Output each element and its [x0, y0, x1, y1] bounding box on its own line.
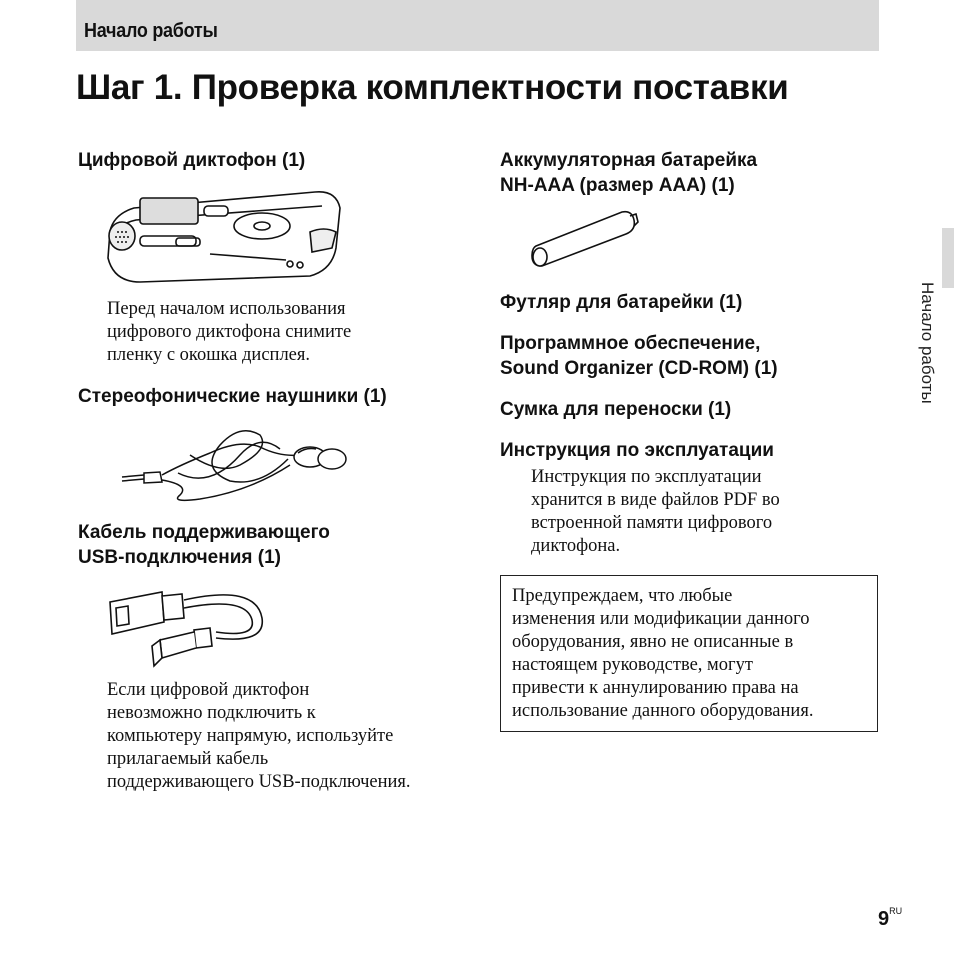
page-title: Шаг 1. Проверка комплектности поставки	[76, 68, 789, 107]
side-tab-label: Начало работы	[918, 282, 937, 404]
side-tab-marker	[942, 228, 954, 288]
battery-case-heading: Футляр для батарейки (1)	[500, 292, 743, 313]
usb-cable-note: Если цифровой диктофон невозможно подключить к компьютеру напрямую, используйте прилагаемый кабель поддерживающего USB-подключения.	[107, 680, 411, 792]
section-header-label: Начало работы	[84, 20, 218, 42]
headphones-heading: Стереофонические наушники (1)	[78, 386, 387, 407]
headphones-illustration	[120, 425, 352, 503]
notice-text: Предупреждаем, что любые изменения или модификации данного оборудования, явно не описанные в настоящем руководстве, могут привести к аннулированию права на использование данного оборудования.	[512, 586, 814, 721]
notice-box	[500, 575, 878, 732]
carry-bag-heading: Сумка для переноски (1)	[500, 399, 732, 420]
software-heading: Программное обеспечение, Sound Organizer (CD-ROM) (1)	[500, 333, 778, 379]
section-header-bar	[76, 0, 879, 51]
manual-note: Инструкция по эксплуатации хранится в виде файлов PDF во встроенной памяти цифрового диктофона.	[531, 467, 780, 556]
page-language: RU	[889, 906, 903, 916]
page-number: $9^{RU}$	[878, 906, 903, 930]
battery-illustration	[528, 206, 640, 268]
recorder-note: Перед началом использования цифрового диктофона снимите пленку с окошка дисплея.	[107, 299, 352, 365]
voice-recorder-illustration	[100, 186, 345, 286]
recorder-heading: Цифровой диктофон (1)	[78, 150, 306, 171]
usb-cable-illustration	[106, 588, 268, 670]
manual-heading: Инструкция по эксплуатации	[500, 440, 774, 461]
battery-heading: Аккумуляторная батарейка NH-AAA (размер AAA) (1)	[500, 150, 758, 196]
usb-cable-heading: Кабель поддерживающего USB-подключения (1)	[78, 522, 330, 568]
